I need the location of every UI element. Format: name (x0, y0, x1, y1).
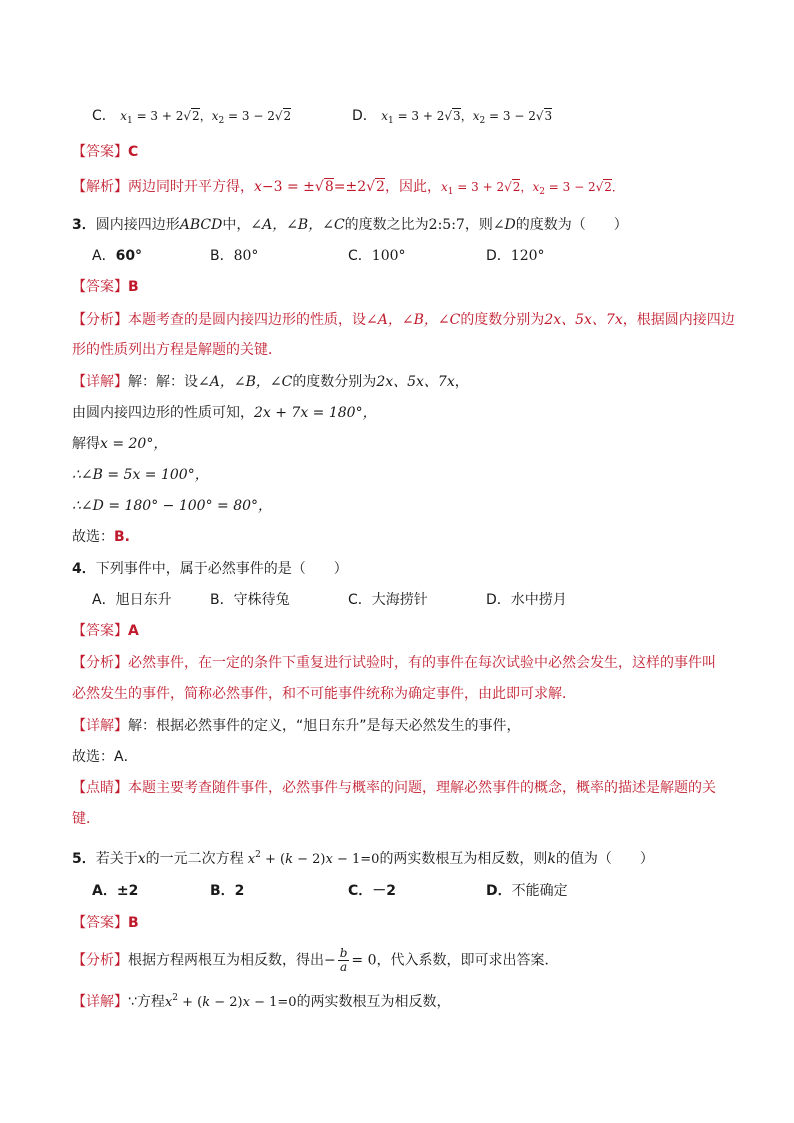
option-label: D． (486, 248, 511, 264)
stem-text: 下列事件中，属于必然事件的是（ ） (95, 561, 348, 577)
question-number: 4． (72, 561, 96, 577)
option-label: A． (92, 248, 116, 264)
analysis-equation: x−3 = ±√8=±2√2， (254, 179, 399, 195)
q5-option-a[interactable] (92, 881, 138, 901)
q3-step-4 (72, 496, 272, 516)
q3-fenxi-line1 (72, 310, 735, 330)
stem-text: ，则 (464, 217, 493, 233)
option-value: 大海捞针 (371, 592, 428, 608)
step-equation: ∴∠B = 5x = 100°， (72, 467, 209, 483)
option-label: C． (348, 248, 372, 264)
fenxi-tag: 【分析】 (72, 952, 128, 969)
q4-option-b[interactable] (210, 590, 290, 610)
q3-option-d[interactable] (486, 246, 545, 266)
q4-fenxi-line2 (72, 684, 576, 704)
q4-answer (72, 621, 139, 641)
answer-value: B (128, 279, 139, 295)
option-label: D． (486, 592, 511, 608)
option-label: B． (210, 248, 234, 264)
math-equation: $x^2 + (k - 2)x - 1=0$ (164, 993, 297, 1010)
step-equation: x = 20°， (100, 436, 168, 452)
q3-option-c[interactable] (348, 246, 406, 266)
option-label: D． (486, 883, 512, 899)
q3-step-3 (72, 465, 209, 485)
answer-value: C (128, 144, 139, 160)
option-value: 守株待兔 (233, 592, 290, 608)
math-var-k: k (547, 851, 556, 867)
stem-text: 的度数之比为 (344, 217, 429, 233)
fenxi-text: 根据方程两根互为相反数，得出 (128, 952, 324, 969)
analysis-result: $x_1 = 3 + 2√2$，$x_2 = 3 - 2√2$． (440, 180, 624, 197)
q4-choice (72, 747, 138, 767)
math-angles: ∠A，∠B，∠C (366, 312, 461, 328)
option-value: －2 (372, 883, 397, 899)
answer-tag: 【答案】 (72, 915, 128, 931)
choice-text: 故选：A． (72, 749, 138, 765)
q3-fenxi-line2 (72, 340, 282, 360)
q4-fenxi-line1 (72, 653, 716, 673)
q2-analysis (72, 177, 624, 202)
fenxi-tag: 【分析】 (72, 655, 128, 671)
xiangjie-text: 的两实数根互为相反数， (296, 994, 451, 1010)
math-angle-d: ∠D (492, 217, 516, 233)
choice-text: 故选： (72, 529, 114, 545)
answer-tag: 【答案】 (72, 144, 128, 160)
stem-text: 的一元二次方程 (145, 851, 244, 867)
math-quad: ABCD (179, 217, 223, 233)
fenxi-text: 形的性质列出方程是解题的关键． (72, 342, 282, 358)
stem-text: 的度数为（ ） (515, 217, 628, 233)
math-angles: ∠A，∠B，∠C (198, 374, 293, 390)
stem-text: 圆内接四边形 (95, 217, 180, 233)
math-equation: $x^2 + (k - 2)x - 1=0$ (247, 850, 380, 867)
analysis-text-2: 因此， (398, 179, 441, 195)
xiangjie-tag: 【详解】 (72, 718, 128, 734)
option-label: C． (348, 883, 373, 899)
xiangjie-tag: 【详解】 (72, 374, 128, 390)
q5-option-c[interactable] (348, 881, 396, 901)
q3-step-2 (72, 434, 167, 454)
dianjing-text: 键． (72, 811, 100, 827)
fenxi-text: 必然发生的事件，简称必然事件，和不可能事件统称为确定事件，由此即可求解． (72, 686, 576, 702)
q2-answer (72, 142, 138, 162)
q2-option-d-label: D． (352, 108, 377, 124)
step-equation: 2x + 7x = 180°， (254, 405, 377, 421)
stem-text: 中， (222, 217, 251, 233)
answer-value: A (128, 623, 139, 639)
option-label: A． (92, 883, 117, 899)
option-value: 2 (234, 883, 245, 899)
q4-option-d[interactable] (486, 590, 567, 610)
q3-answer (72, 277, 139, 297)
q3-step-1 (72, 403, 377, 423)
q5-answer (72, 913, 139, 933)
fraction-denominator: a (340, 960, 348, 974)
q3-choice (72, 527, 130, 547)
math-angles: ∠A，∠B，∠C (250, 217, 345, 233)
question-number: 5． (72, 851, 96, 867)
analysis-tag: 【解析】 (72, 179, 128, 195)
q2-option-d[interactable]: D． $x_1 = 3 + 2√3$，$x_2 = 3 - 2√3$ (352, 108, 553, 126)
step-text: 由圆内接四边形的性质可知， (72, 405, 254, 421)
math-ratio: 2:5:7 (428, 217, 465, 233)
stem-text: 若关于 (95, 851, 138, 867)
stem-text: 的值为（ ） (555, 851, 654, 867)
q5-option-d[interactable] (486, 881, 568, 901)
answer-value: B (128, 915, 139, 931)
q4-option-a[interactable] (92, 590, 172, 610)
math-var-x: x (137, 851, 146, 867)
fenxi-text: 本题考查的是圆内接四边形的性质，设 (128, 312, 366, 328)
math-fraction (338, 947, 350, 974)
option-value: 100° (371, 248, 406, 264)
option-value: 120° (510, 248, 545, 264)
option-value: 60° (115, 248, 143, 264)
q2-option-c-label: C． (92, 108, 116, 124)
answer-tag: 【答案】 (72, 279, 128, 295)
option-value: 旭日东升 (115, 592, 172, 608)
answer-tag: 【答案】 (72, 623, 128, 639)
math-degrees: 2x、5x、7x (376, 374, 455, 390)
option-value: 80° (233, 248, 259, 264)
fenxi-text: ，代入系数，即可求出答案． (376, 952, 559, 969)
xiangjie-text: ∵方程 (128, 994, 165, 1010)
choice-value: B. (114, 529, 130, 545)
q5-fenxi: 【分析】根据方程两根互为相反数，得出− $\frac{b}{a}$ = 0，代入系数，即可求出答案． (72, 946, 559, 974)
xiangjie-text: 的度数分别为 (292, 374, 377, 390)
dianjing-tag: 【点睛】 (72, 780, 128, 796)
q4-dianjing-line1 (72, 778, 716, 798)
q2-option-c[interactable]: C． $x_1 = 3 + 2√2$，$x_2 = 3 - 2√2$ (92, 108, 292, 126)
option-value: 水中捞月 (510, 592, 567, 608)
q5-xiangjie (72, 988, 451, 1013)
step-text: 解得 (72, 436, 100, 452)
math-degrees: 2x、5x、7x (544, 312, 623, 328)
xiangjie-text: 解：解：设 (128, 374, 198, 390)
fenxi-text: 的度数分别为 (460, 312, 545, 328)
question-number: 3． (72, 217, 96, 233)
q3-option-b[interactable] (210, 246, 258, 266)
q3-option-a[interactable] (92, 246, 142, 266)
q5-option-b[interactable] (210, 881, 244, 901)
xiangjie-text: 解：根据必然事件的定义，“旭日东升”是每天必然发生的事件， (128, 718, 521, 734)
fenxi-tag: 【分析】 (72, 312, 128, 328)
option-label: B． (210, 883, 235, 899)
step-equation: ∴∠D = 180° − 100° = 80°， (72, 498, 273, 514)
fraction-numerator: b (339, 946, 348, 960)
q4-stem (72, 559, 348, 579)
q4-xiangjie (72, 716, 521, 736)
option-value: 不能确定 (511, 883, 568, 899)
q5-stem (72, 845, 654, 870)
dianjing-text: 本题主要考查随件事件，必然事件与概率的问题，理解必然事件的概念，概率的描述是解题的关 (128, 780, 716, 796)
xiangjie-text: ， (454, 374, 469, 390)
q3-stem (72, 215, 628, 235)
option-label: C． (348, 592, 372, 608)
xiangjie-tag: 【详解】 (72, 994, 128, 1010)
q4-dianjing-line2 (72, 809, 100, 829)
q3-xiangjie (72, 372, 469, 392)
stem-text: 的两实数根互为相反数，则 (379, 851, 548, 867)
fenxi-text: 必然事件，在一定的条件下重复进行试验时，有的事件在每次试验中必然会发生，这样的事件叫 (128, 655, 716, 671)
q4-option-c[interactable] (348, 590, 428, 610)
option-label: B． (210, 592, 234, 608)
option-label: A． (92, 592, 116, 608)
fenxi-text: ，根据圆内接四边 (622, 312, 735, 328)
option-value: ±2 (116, 883, 139, 899)
analysis-text: 两边同时开平方得， (128, 179, 254, 195)
